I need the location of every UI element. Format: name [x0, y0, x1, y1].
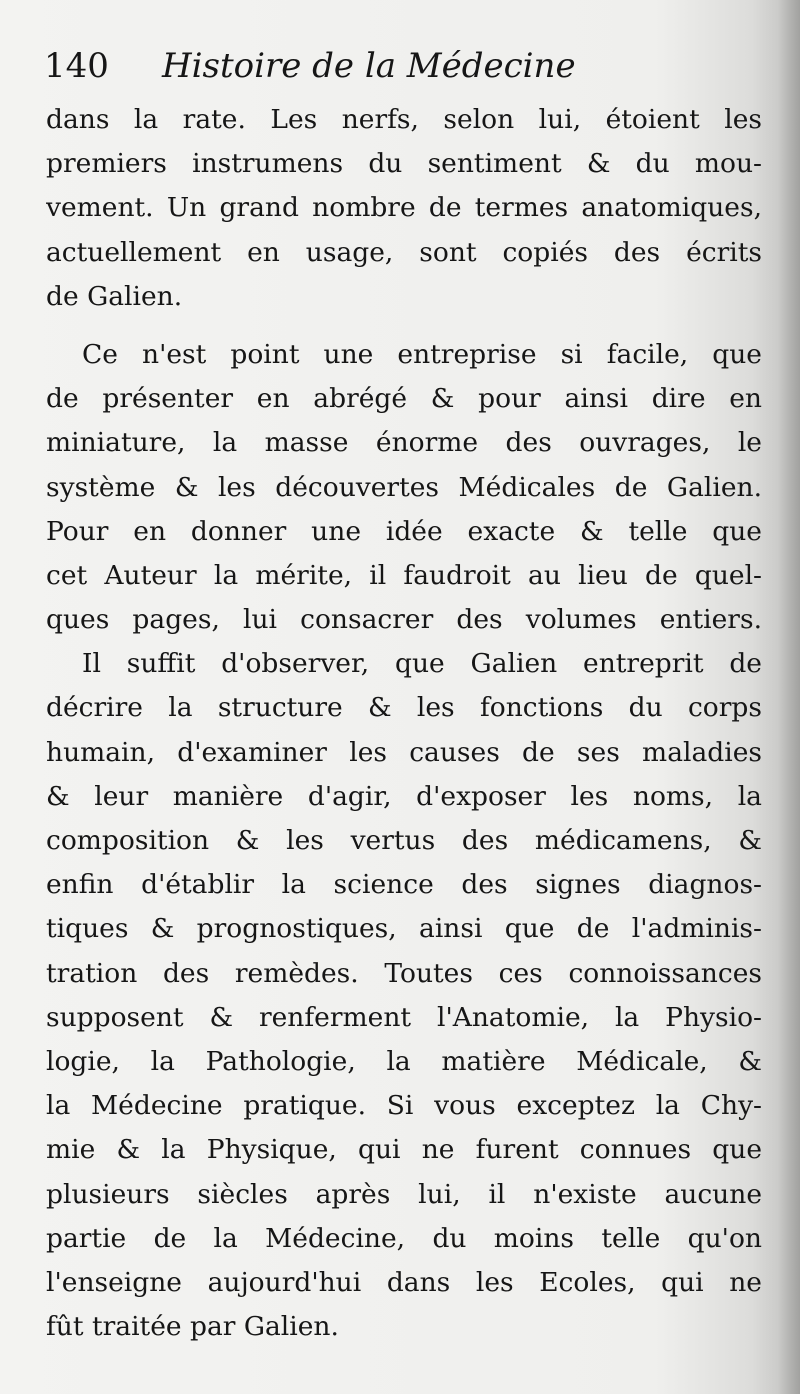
text-line: l'enseigne aujourd'hui dans les Ecoles, qui ne: [46, 1266, 762, 1298]
text-line: humain, d'examiner les causes de ses maladies: [46, 736, 762, 768]
text-line: partie de la Médecine, du moins telle qu'on: [46, 1222, 762, 1254]
text-line: plusieurs siècles après lui, il n'existe aucune: [46, 1178, 762, 1210]
text-line: fût traitée par Galien.: [46, 1311, 339, 1343]
text-line: composition & les vertus des médicamens, &: [46, 825, 762, 856]
page-number: 140: [44, 46, 109, 86]
text-line: vement. Un grand nombre de termes anatomiques,: [46, 192, 762, 224]
text-line: premiers instrumens du sentiment & du mou-: [46, 148, 762, 180]
text-line: actuellement en usage, sont copiés des écrits: [46, 236, 762, 268]
text-line: tration des remèdes. Toutes ces connoissances: [46, 957, 762, 989]
text-line: tiques & prognostiques, ainsi que de l'adminis-: [46, 913, 762, 945]
text-line: & leur manière d'agir, d'exposer les noms, la: [46, 780, 762, 812]
text-line: système & les découvertes Médicales de Galien.: [46, 471, 762, 503]
text-line: de Galien.: [46, 280, 183, 312]
page-edge-shadow: [778, 0, 800, 1394]
text-line: logie, la Pathologie, la matière Médicale, &: [46, 1045, 762, 1077]
text-line: la Médecine pratique. Si vous exceptez la Chy-: [46, 1090, 762, 1122]
running-title: Histoire de la Médecine: [162, 46, 576, 86]
text-line: mie & la Physique, qui ne furent connues que: [46, 1134, 762, 1166]
text-line: Pour en donner une idée exacte & telle que: [46, 515, 762, 547]
text-line: enfin d'établir la science des signes diagnos-: [46, 869, 762, 901]
body-text: [46, 98, 762, 1349]
page-header: [44, 38, 764, 94]
text-line: supposent & renferment l'Anatomie, la Physio-: [46, 1001, 762, 1033]
text-line: Ce n'est point une entreprise si facile, que: [82, 338, 762, 370]
text-line: décrire la structure & les fonctions du corps: [46, 692, 762, 724]
text-line: Il suffit d'observer, que Galien entreprit de: [82, 648, 762, 680]
text-line: de présenter en abrégé & pour ainsi dire en: [46, 383, 762, 415]
paragraph-gap: [46, 319, 762, 333]
text-line: ques pages, lui consacrer des volumes entiers.: [46, 604, 762, 636]
text-line: cet Auteur la mérite, il faudroit au lieu de quel-: [46, 559, 762, 591]
text-line: miniature, la masse énorme des ouvrages, le: [46, 427, 762, 459]
text-line: dans la rate. Les nerfs, selon lui, étoient les: [46, 104, 762, 135]
